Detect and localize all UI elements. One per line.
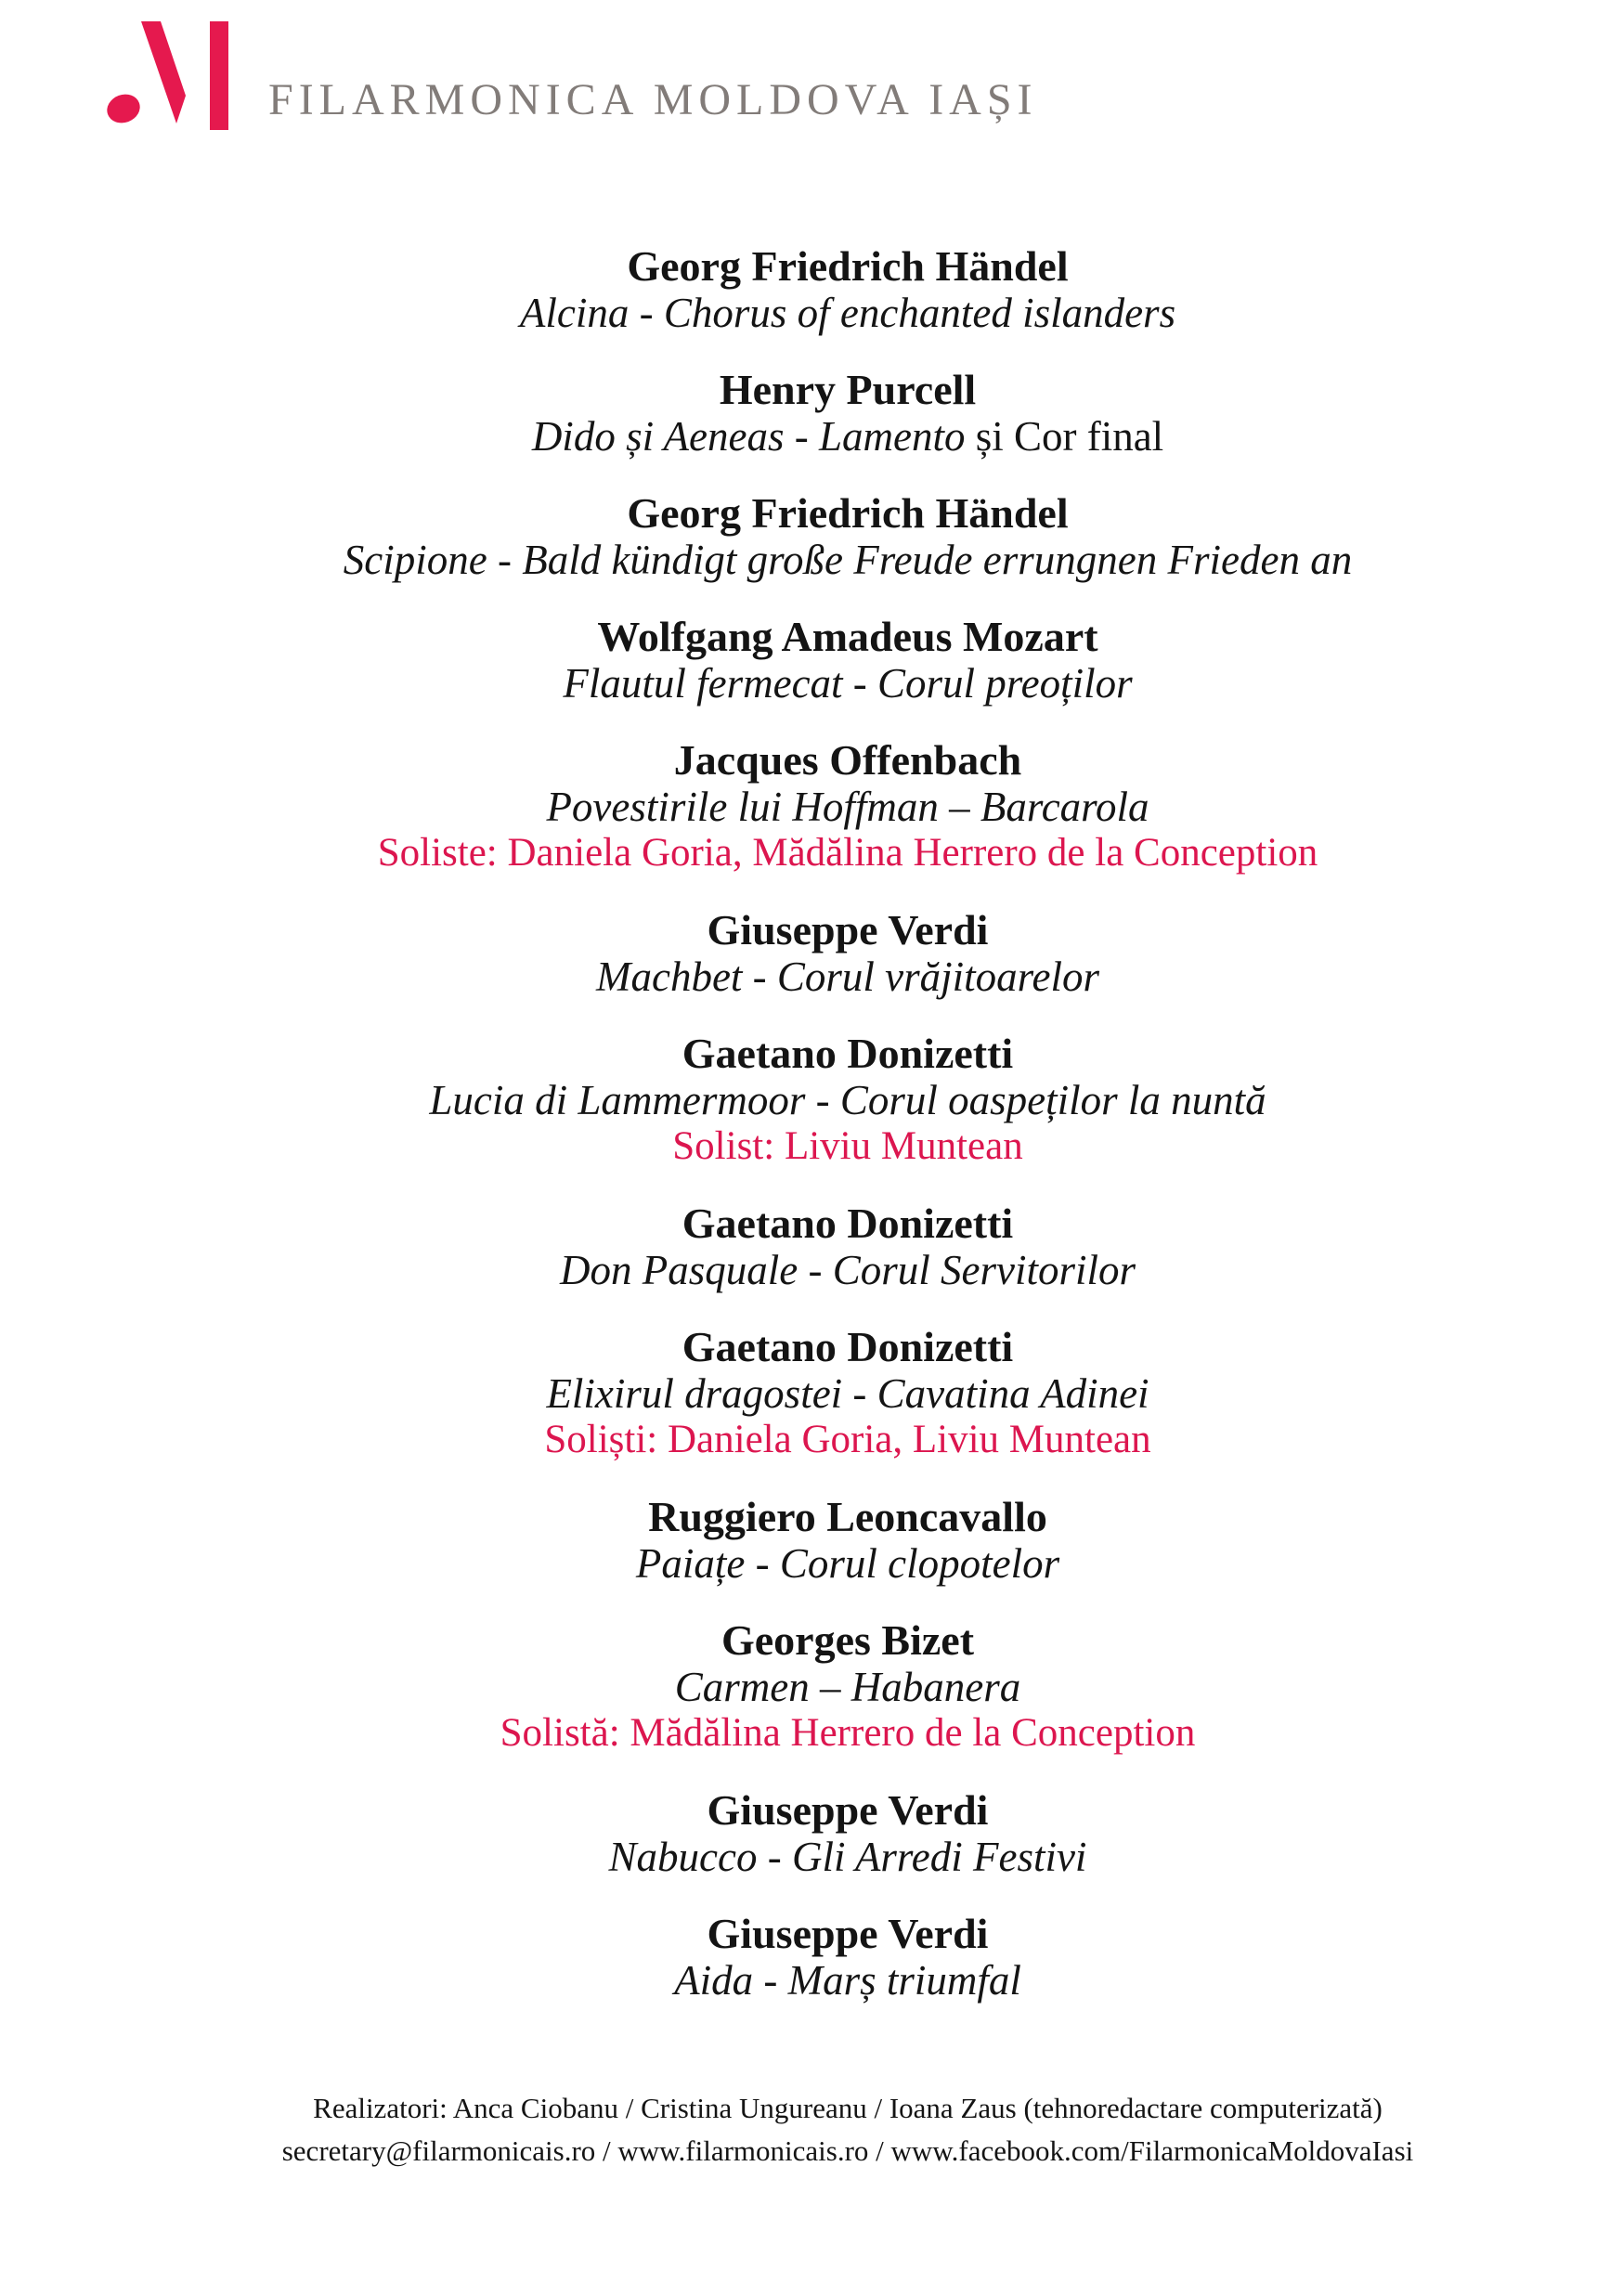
- work-title-italic: Dido și Aeneas - Lamento: [531, 413, 966, 460]
- work-title-italic: Machbet - Corul vrăjitoarelor: [595, 953, 1100, 1000]
- composer-name: Giuseppe Verdi: [707, 906, 989, 953]
- composer-name: Gaetano Donizetti: [682, 1030, 1014, 1077]
- soloists-line: Soliști: Daniela Goria, Liviu Muntean: [544, 1418, 1151, 1461]
- program-group: [72, 1200, 1623, 1293]
- composer-name: Georges Bizet: [721, 1616, 975, 1664]
- composer-name: Jacques Offenbach: [673, 736, 1022, 784]
- brand-title: FILARMONICA MOLDOVA IAȘI: [268, 75, 1038, 124]
- program-group: [72, 1494, 1623, 1587]
- program-group: [72, 1031, 1623, 1170]
- work-title-italic: Paiațe - Corul clopotelor: [635, 1540, 1060, 1587]
- work-title-italic: Carmen – Habanera: [674, 1664, 1021, 1710]
- work-title-italic: Aida - Marș triumfal: [674, 1957, 1021, 2004]
- work-title: [72, 1957, 1623, 2004]
- composer-name: Gaetano Donizetti: [682, 1200, 1014, 1247]
- work-title-italic: Flautul fermecat - Corul preoților: [563, 660, 1133, 707]
- program-list: [72, 243, 1623, 2034]
- work-title-italic: Elixirul dragostei - Cavatina Adinei: [546, 1370, 1149, 1417]
- program-group: [72, 243, 1623, 336]
- program-group: [72, 1324, 1623, 1463]
- footer: [72, 2087, 1623, 2173]
- composer-name: Giuseppe Verdi: [707, 1786, 989, 1834]
- program-group: [72, 737, 1623, 876]
- work-title: [72, 1077, 1623, 1123]
- soloists-line: Solist: Liviu Muntean: [672, 1124, 1023, 1168]
- work-title: [72, 1834, 1623, 1880]
- composer-name: Gaetano Donizetti: [682, 1323, 1014, 1370]
- soloists-line: Soliste: Daniela Goria, Mădălina Herrero de la Conception: [377, 831, 1318, 875]
- work-title-italic: Don Pasquale - Corul Servitorilor: [560, 1247, 1136, 1293]
- work-title: [72, 953, 1623, 1000]
- work-title-regular: și Cor final: [965, 413, 1164, 460]
- work-title-italic: Povestirile lui Hoffman – Barcarola: [546, 784, 1149, 830]
- composer-name: Wolfgang Amadeus Mozart: [597, 613, 1098, 660]
- work-title-italic: Lucia di Lammermoor - Corul oaspeților la nuntă: [429, 1077, 1266, 1123]
- composer-name: Giuseppe Verdi: [707, 1910, 989, 1957]
- work-title: [72, 537, 1623, 583]
- composer-name: Georg Friedrich Händel: [627, 489, 1069, 537]
- work-title: [72, 1370, 1623, 1417]
- work-title: [72, 1247, 1623, 1293]
- composer-name: Georg Friedrich Händel: [627, 242, 1069, 290]
- program-group: [72, 1787, 1623, 1880]
- work-title: [72, 660, 1623, 707]
- composer-name: Henry Purcell: [719, 366, 977, 413]
- filarmonica-m-logo-icon: [104, 17, 228, 132]
- footer-contact-line: secretary@filarmonicais.ro / www.filarmonicais.ro / www.facebook.com/FilarmonicaMoldovaIasi: [281, 2134, 1414, 2167]
- program-group: [72, 907, 1623, 1000]
- program-group: [72, 490, 1623, 583]
- work-title: [72, 413, 1623, 460]
- work-title: [72, 290, 1623, 336]
- work-title: [72, 1540, 1623, 1587]
- work-title: [72, 784, 1623, 830]
- program-group: [72, 1617, 1623, 1757]
- program-group: [72, 614, 1623, 707]
- footer-credits-line: Realizatori: Anca Ciobanu / Cristina Ungureanu / Ioana Zaus (tehnoredactare computerizată): [313, 2092, 1383, 2124]
- work-title-italic: Alcina - Chorus of enchanted islanders: [519, 290, 1176, 336]
- composer-name: Ruggiero Leoncavallo: [648, 1493, 1047, 1540]
- work-title-italic: Scipione - Bald kündigt große Freude errungnen Frieden an: [343, 537, 1353, 583]
- soloists-line: Solistă: Mădălina Herrero de la Conception: [500, 1711, 1196, 1755]
- program-group: [72, 1911, 1623, 2004]
- program-group: [72, 367, 1623, 460]
- work-title: [72, 1664, 1623, 1710]
- work-title-italic: Nabucco - Gli Arredi Festivi: [608, 1834, 1087, 1880]
